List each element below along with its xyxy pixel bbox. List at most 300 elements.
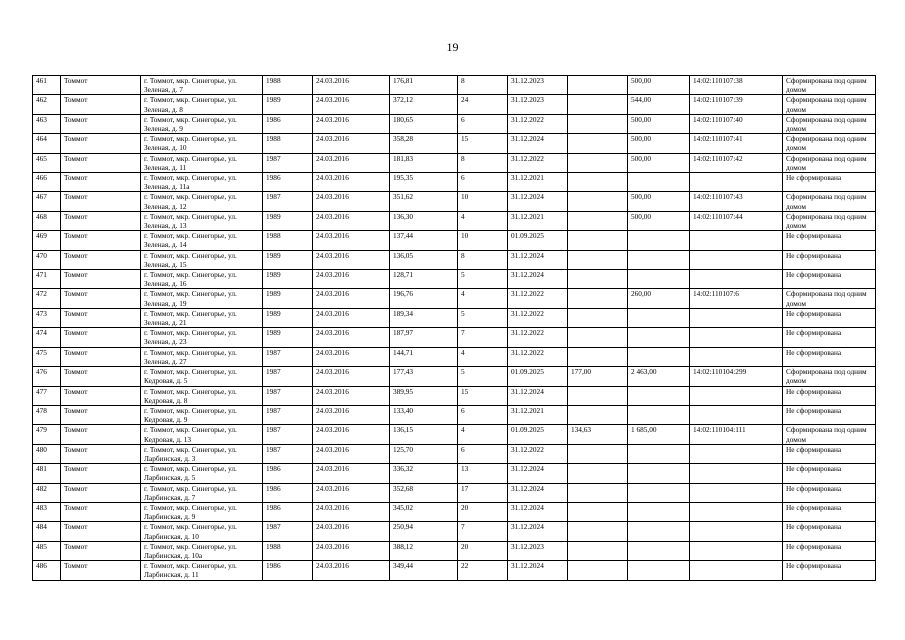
cell-plot-area (628, 405, 690, 424)
cell-status: Сформирована под одним домом (783, 289, 876, 308)
cell-area: 136,05 (390, 250, 458, 269)
cell-row-number: 476 (33, 367, 61, 386)
cell-address: г. Томмот, мкр. Синегорье, ул. Зеленая, д. 21 (141, 308, 263, 327)
cell-locality: Томмот (61, 386, 141, 405)
cell-locality: Томмот (61, 561, 141, 580)
cell-address: г. Томмот, мкр. Синегорье, ул. Кедровая, д. 13 (141, 425, 263, 444)
cell-land-area (568, 386, 628, 405)
cell-plot-area (628, 541, 690, 560)
cell-address: г. Томмот, мкр. Синегорье, ул. Зеленая, д. 14 (141, 231, 263, 250)
cell-year-built: 1989 (263, 250, 313, 269)
cell-area: 136,30 (390, 211, 458, 230)
cell-address: г. Томмот, мкр. Синегорье, ул. Кедровая, д. 5 (141, 367, 263, 386)
cell-area: 388,12 (390, 541, 458, 560)
cell-year-built: 1988 (263, 541, 313, 560)
cell-deadline: 31.12.2024 (508, 192, 568, 211)
cell-status: Не сформирована (783, 464, 876, 483)
cell-year-built: 1989 (263, 289, 313, 308)
cell-address: г. Томмот, мкр. Синегорье, ул. Зеленая, д. 12 (141, 192, 263, 211)
cell-area: 125,70 (390, 444, 458, 463)
cell-quantity: 8 (458, 250, 508, 269)
cell-locality: Томмот (61, 367, 141, 386)
cell-area: 389,95 (390, 386, 458, 405)
table-row (33, 289, 876, 308)
cell-year-built: 1988 (263, 76, 313, 95)
cell-land-area (568, 114, 628, 133)
cell-cadastral-number (690, 561, 783, 580)
cell-plot-area (628, 522, 690, 541)
cell-year-built: 1987 (263, 386, 313, 405)
cell-address: г. Томмот, мкр. Синегорье, ул. Кедровая, д. 8 (141, 386, 263, 405)
cell-quantity: 5 (458, 308, 508, 327)
cell-quantity: 20 (458, 541, 508, 560)
cell-date: 24.03.2016 (313, 134, 390, 153)
cell-deadline: 31.12.2024 (508, 250, 568, 269)
cell-address: г. Томмот, мкр. Синегорье, ул. Зеленая, д. 27 (141, 347, 263, 366)
table-row (33, 367, 876, 386)
cell-date: 24.03.2016 (313, 347, 390, 366)
cell-locality: Томмот (61, 328, 141, 347)
cell-deadline: 31.12.2022 (508, 153, 568, 172)
cell-plot-area (628, 173, 690, 192)
cell-year-built: 1989 (263, 211, 313, 230)
cell-area: 189,34 (390, 308, 458, 327)
cell-deadline: 01.09.2025 (508, 367, 568, 386)
cell-area: 137,44 (390, 231, 458, 250)
cell-status: Сформирована под одним домом (783, 95, 876, 114)
cell-area: 349,44 (390, 561, 458, 580)
cell-land-area (568, 444, 628, 463)
housing-registry-table (32, 75, 876, 581)
cell-plot-area (628, 328, 690, 347)
cell-deadline: 31.12.2024 (508, 483, 568, 502)
cell-deadline: 31.12.2024 (508, 522, 568, 541)
cell-row-number: 474 (33, 328, 61, 347)
cell-quantity: 24 (458, 95, 508, 114)
cell-cadastral-number (690, 270, 783, 289)
cell-row-number: 485 (33, 541, 61, 560)
cell-deadline: 31.12.2022 (508, 289, 568, 308)
cell-plot-area (628, 483, 690, 502)
cell-row-number: 463 (33, 114, 61, 133)
cell-address: г. Томмот, мкр. Синегорье, ул. Ларбинская, д. 7 (141, 483, 263, 502)
cell-row-number: 469 (33, 231, 61, 250)
page-number: 19 (446, 40, 459, 54)
cell-year-built: 1989 (263, 270, 313, 289)
cell-row-number: 462 (33, 95, 61, 114)
cell-row-number: 486 (33, 561, 61, 580)
cell-deadline: 31.12.2023 (508, 541, 568, 560)
cell-plot-area: 500,00 (628, 76, 690, 95)
cell-address: г. Томмот, мкр. Синегорье, ул. Зеленая, д. 11 (141, 153, 263, 172)
cell-land-area (568, 211, 628, 230)
cell-land-area (568, 134, 628, 153)
cell-year-built: 1989 (263, 308, 313, 327)
cell-deadline: 31.12.2024 (508, 270, 568, 289)
table-row (33, 425, 876, 444)
cell-address: г. Томмот, мкр. Синегорье, ул. Ларбинская, д. 5 (141, 464, 263, 483)
cell-area: 195,35 (390, 173, 458, 192)
cell-date: 24.03.2016 (313, 561, 390, 580)
cell-plot-area (628, 250, 690, 269)
cell-land-area (568, 347, 628, 366)
cell-quantity: 15 (458, 386, 508, 405)
cell-quantity: 8 (458, 76, 508, 95)
cell-cadastral-number: 14:02:110107:41 (690, 134, 783, 153)
cell-land-area (568, 502, 628, 521)
cell-locality: Томмот (61, 444, 141, 463)
cell-quantity: 6 (458, 405, 508, 424)
cell-row-number: 479 (33, 425, 61, 444)
cell-locality: Томмот (61, 270, 141, 289)
cell-year-built: 1988 (263, 134, 313, 153)
cell-quantity: 22 (458, 561, 508, 580)
cell-year-built: 1987 (263, 192, 313, 211)
cell-status: Сформирована под одним домом (783, 367, 876, 386)
cell-plot-area (628, 270, 690, 289)
cell-row-number: 472 (33, 289, 61, 308)
cell-status: Не сформирована (783, 270, 876, 289)
cell-locality: Томмот (61, 405, 141, 424)
cell-area: 177,43 (390, 367, 458, 386)
cell-plot-area (628, 386, 690, 405)
cell-cadastral-number (690, 308, 783, 327)
cell-land-area (568, 483, 628, 502)
cell-area: 144,71 (390, 347, 458, 366)
cell-status: Не сформирована (783, 308, 876, 327)
cell-cadastral-number (690, 386, 783, 405)
cell-area: 352,68 (390, 483, 458, 502)
cell-date: 24.03.2016 (313, 464, 390, 483)
cell-status: Не сформирована (783, 173, 876, 192)
cell-address: г. Томмот, мкр. Синегорье, ул. Зеленая, д. 13 (141, 211, 263, 230)
cell-cadastral-number: 14:02:110107:6 (690, 289, 783, 308)
cell-date: 24.03.2016 (313, 114, 390, 133)
cell-locality: Томмот (61, 114, 141, 133)
cell-quantity: 4 (458, 347, 508, 366)
table-row (33, 405, 876, 424)
cell-deadline: 31.12.2022 (508, 114, 568, 133)
cell-status: Не сформирована (783, 541, 876, 560)
cell-status: Сформирована под одним домом (783, 153, 876, 172)
cell-plot-area (628, 231, 690, 250)
cell-date: 24.03.2016 (313, 444, 390, 463)
cell-locality: Томмот (61, 192, 141, 211)
cell-locality: Томмот (61, 231, 141, 250)
cell-date: 24.03.2016 (313, 270, 390, 289)
cell-address: г. Томмот, мкр. Синегорье, ул. Зеленая, д. 10 (141, 134, 263, 153)
cell-plot-area (628, 502, 690, 521)
cell-cadastral-number (690, 464, 783, 483)
cell-year-built: 1987 (263, 425, 313, 444)
cell-address: г. Томмот, мкр. Синегорье, ул. Ларбинская, д. 9 (141, 502, 263, 521)
cell-area: 250,94 (390, 522, 458, 541)
cell-area: 351,62 (390, 192, 458, 211)
cell-year-built: 1988 (263, 231, 313, 250)
cell-status: Не сформирована (783, 347, 876, 366)
cell-status: Сформирована под одним домом (783, 425, 876, 444)
cell-locality: Томмот (61, 425, 141, 444)
cell-row-number: 464 (33, 134, 61, 153)
cell-quantity: 5 (458, 270, 508, 289)
cell-row-number: 481 (33, 464, 61, 483)
cell-status: Сформирована под одним домом (783, 192, 876, 211)
cell-locality: Томмот (61, 153, 141, 172)
cell-deadline: 01.09.2025 (508, 425, 568, 444)
cell-land-area (568, 192, 628, 211)
table-row (33, 211, 876, 230)
cell-date: 24.03.2016 (313, 425, 390, 444)
cell-date: 24.03.2016 (313, 541, 390, 560)
cell-address: г. Томмот, мкр. Синегорье, ул. Зеленая, д. 16 (141, 270, 263, 289)
table-row (33, 444, 876, 463)
cell-date: 24.03.2016 (313, 231, 390, 250)
cell-locality: Томмот (61, 289, 141, 308)
cell-area: 372,12 (390, 95, 458, 114)
cell-cadastral-number: 14:02:110107:42 (690, 153, 783, 172)
cell-cadastral-number: 14:02:110107:43 (690, 192, 783, 211)
cell-deadline: 31.12.2022 (508, 444, 568, 463)
cell-deadline: 31.12.2022 (508, 347, 568, 366)
cell-year-built: 1986 (263, 502, 313, 521)
cell-cadastral-number (690, 502, 783, 521)
cell-row-number: 465 (33, 153, 61, 172)
cell-land-area (568, 289, 628, 308)
cell-quantity: 20 (458, 502, 508, 521)
cell-quantity: 7 (458, 328, 508, 347)
cell-year-built: 1986 (263, 561, 313, 580)
cell-plot-area: 500,00 (628, 134, 690, 153)
cell-area: 196,76 (390, 289, 458, 308)
cell-quantity: 10 (458, 231, 508, 250)
table-row (33, 483, 876, 502)
cell-area: 358,28 (390, 134, 458, 153)
cell-plot-area (628, 444, 690, 463)
cell-status: Не сформирована (783, 502, 876, 521)
cell-land-area (568, 153, 628, 172)
cell-date: 24.03.2016 (313, 308, 390, 327)
cell-cadastral-number (690, 347, 783, 366)
cell-plot-area (628, 347, 690, 366)
cell-quantity: 6 (458, 114, 508, 133)
cell-row-number: 475 (33, 347, 61, 366)
cell-area: 345,02 (390, 502, 458, 521)
cell-quantity: 5 (458, 367, 508, 386)
cell-locality: Томмот (61, 522, 141, 541)
cell-land-area (568, 76, 628, 95)
cell-land-area (568, 561, 628, 580)
cell-address: г. Томмот, мкр. Синегорье, ул. Ларбинская, д. 10а (141, 541, 263, 560)
table-row (33, 347, 876, 366)
cell-year-built: 1987 (263, 444, 313, 463)
cell-deadline: 31.12.2024 (508, 386, 568, 405)
cell-land-area (568, 173, 628, 192)
cell-year-built: 1986 (263, 464, 313, 483)
cell-plot-area (628, 561, 690, 580)
cell-deadline: 31.12.2021 (508, 173, 568, 192)
cell-address: г. Томмот, мкр. Синегорье, ул. Зеленая, д. 7 (141, 76, 263, 95)
cell-cadastral-number (690, 444, 783, 463)
cell-land-area (568, 95, 628, 114)
cell-land-area (568, 405, 628, 424)
cell-cadastral-number: 14:02:110107:44 (690, 211, 783, 230)
cell-land-area (568, 328, 628, 347)
cell-row-number: 480 (33, 444, 61, 463)
cell-status: Не сформирована (783, 405, 876, 424)
cell-date: 24.03.2016 (313, 386, 390, 405)
cell-date: 24.03.2016 (313, 502, 390, 521)
cell-deadline: 01.09.2025 (508, 231, 568, 250)
cell-year-built: 1989 (263, 95, 313, 114)
cell-date: 24.03.2016 (313, 173, 390, 192)
cell-locality: Томмот (61, 76, 141, 95)
cell-deadline: 31.12.2024 (508, 502, 568, 521)
cell-area: 136,15 (390, 425, 458, 444)
cell-year-built: 1987 (263, 522, 313, 541)
cell-cadastral-number: 14:02:110107:40 (690, 114, 783, 133)
cell-plot-area: 500,00 (628, 114, 690, 133)
cell-plot-area: 500,00 (628, 153, 690, 172)
cell-plot-area (628, 308, 690, 327)
cell-cadastral-number: 14:02:110107:39 (690, 95, 783, 114)
cell-cadastral-number (690, 483, 783, 502)
cell-date: 24.03.2016 (313, 289, 390, 308)
cell-status: Не сформирована (783, 328, 876, 347)
cell-address: г. Томмот, мкр. Синегорье, ул. Зеленая, д. 15 (141, 250, 263, 269)
cell-area: 176,81 (390, 76, 458, 95)
cell-year-built: 1987 (263, 405, 313, 424)
cell-plot-area: 260,00 (628, 289, 690, 308)
cell-cadastral-number: 14:02:110104:299 (690, 367, 783, 386)
table-row (33, 308, 876, 327)
cell-year-built: 1989 (263, 328, 313, 347)
cell-address: г. Томмот, мкр. Синегорье, ул. Зеленая, д. 8 (141, 95, 263, 114)
cell-plot-area: 500,00 (628, 211, 690, 230)
cell-quantity: 15 (458, 134, 508, 153)
cell-quantity: 6 (458, 444, 508, 463)
table-row (33, 76, 876, 95)
cell-status: Не сформирована (783, 522, 876, 541)
cell-plot-area: 544,00 (628, 95, 690, 114)
cell-row-number: 468 (33, 211, 61, 230)
cell-row-number: 466 (33, 173, 61, 192)
cell-land-area (568, 522, 628, 541)
cell-deadline: 31.12.2023 (508, 95, 568, 114)
cell-status: Сформирована под одним домом (783, 114, 876, 133)
table-row (33, 270, 876, 289)
cell-plot-area: 1 685,00 (628, 425, 690, 444)
cell-row-number: 484 (33, 522, 61, 541)
cell-locality: Томмот (61, 502, 141, 521)
cell-status: Не сформирована (783, 250, 876, 269)
cell-row-number: 482 (33, 483, 61, 502)
table-row (33, 192, 876, 211)
cell-quantity: 4 (458, 289, 508, 308)
cell-row-number: 470 (33, 250, 61, 269)
cell-quantity: 4 (458, 211, 508, 230)
cell-deadline: 31.12.2023 (508, 76, 568, 95)
cell-year-built: 1986 (263, 173, 313, 192)
cell-row-number: 473 (33, 308, 61, 327)
cell-cadastral-number (690, 541, 783, 560)
table-row (33, 386, 876, 405)
table-row (33, 153, 876, 172)
table-row (33, 95, 876, 114)
cell-row-number: 483 (33, 502, 61, 521)
cell-address: г. Томмот, мкр. Синегорье, ул. Кедровая, д. 9 (141, 405, 263, 424)
cell-status: Не сформирована (783, 483, 876, 502)
cell-deadline: 31.12.2024 (508, 134, 568, 153)
table-row (33, 502, 876, 521)
cell-area: 128,71 (390, 270, 458, 289)
cell-row-number: 471 (33, 270, 61, 289)
cell-area: 336,32 (390, 464, 458, 483)
cell-address: г. Томмот, мкр. Синегорье, ул. Зеленая, д. 23 (141, 328, 263, 347)
cell-locality: Томмот (61, 250, 141, 269)
cell-area: 180,65 (390, 114, 458, 133)
table-row (33, 134, 876, 153)
cell-locality: Томмот (61, 541, 141, 560)
cell-year-built: 1987 (263, 347, 313, 366)
cell-date: 24.03.2016 (313, 153, 390, 172)
cell-status: Не сформирована (783, 231, 876, 250)
cell-locality: Томмот (61, 308, 141, 327)
cell-quantity: 13 (458, 464, 508, 483)
cell-quantity: 6 (458, 173, 508, 192)
cell-status: Сформирована под одним домом (783, 211, 876, 230)
cell-status: Не сформирована (783, 386, 876, 405)
cell-plot-area: 2 463,00 (628, 367, 690, 386)
cell-date: 24.03.2016 (313, 95, 390, 114)
cell-locality: Томмот (61, 211, 141, 230)
cell-land-area: 134,63 (568, 425, 628, 444)
cell-address: г. Томмот, мкр. Синегорье, ул. Ларбинская, д. 10 (141, 522, 263, 541)
cell-year-built: 1987 (263, 367, 313, 386)
cell-row-number: 477 (33, 386, 61, 405)
cell-date: 24.03.2016 (313, 328, 390, 347)
cell-year-built: 1986 (263, 114, 313, 133)
cell-status: Сформирована под одним домом (783, 76, 876, 95)
cell-land-area (568, 308, 628, 327)
cell-land-area (568, 250, 628, 269)
cell-quantity: 4 (458, 425, 508, 444)
cell-deadline: 31.12.2021 (508, 405, 568, 424)
cell-date: 24.03.2016 (313, 250, 390, 269)
cell-area: 133,40 (390, 405, 458, 424)
cell-plot-area (628, 464, 690, 483)
cell-area: 181,83 (390, 153, 458, 172)
cell-address: г. Томмот, мкр. Синегорье, ул. Зеленая, д. 11а (141, 173, 263, 192)
cell-status: Не сформирована (783, 444, 876, 463)
table-row (33, 464, 876, 483)
cell-status: Сформирована под одним домом (783, 134, 876, 153)
cell-locality: Томмот (61, 173, 141, 192)
cell-date: 24.03.2016 (313, 405, 390, 424)
cell-locality: Томмот (61, 134, 141, 153)
cell-quantity: 17 (458, 483, 508, 502)
cell-land-area: 177,00 (568, 367, 628, 386)
cell-deadline: 31.12.2022 (508, 308, 568, 327)
cell-locality: Томмот (61, 347, 141, 366)
table-row (33, 561, 876, 580)
cell-cadastral-number (690, 405, 783, 424)
cell-date: 24.03.2016 (313, 367, 390, 386)
table-row (33, 173, 876, 192)
table-row (33, 114, 876, 133)
cell-address: г. Томмот, мкр. Синегорье, ул. Зеленая, д. 19 (141, 289, 263, 308)
cell-locality: Томмот (61, 95, 141, 114)
cell-land-area (568, 231, 628, 250)
